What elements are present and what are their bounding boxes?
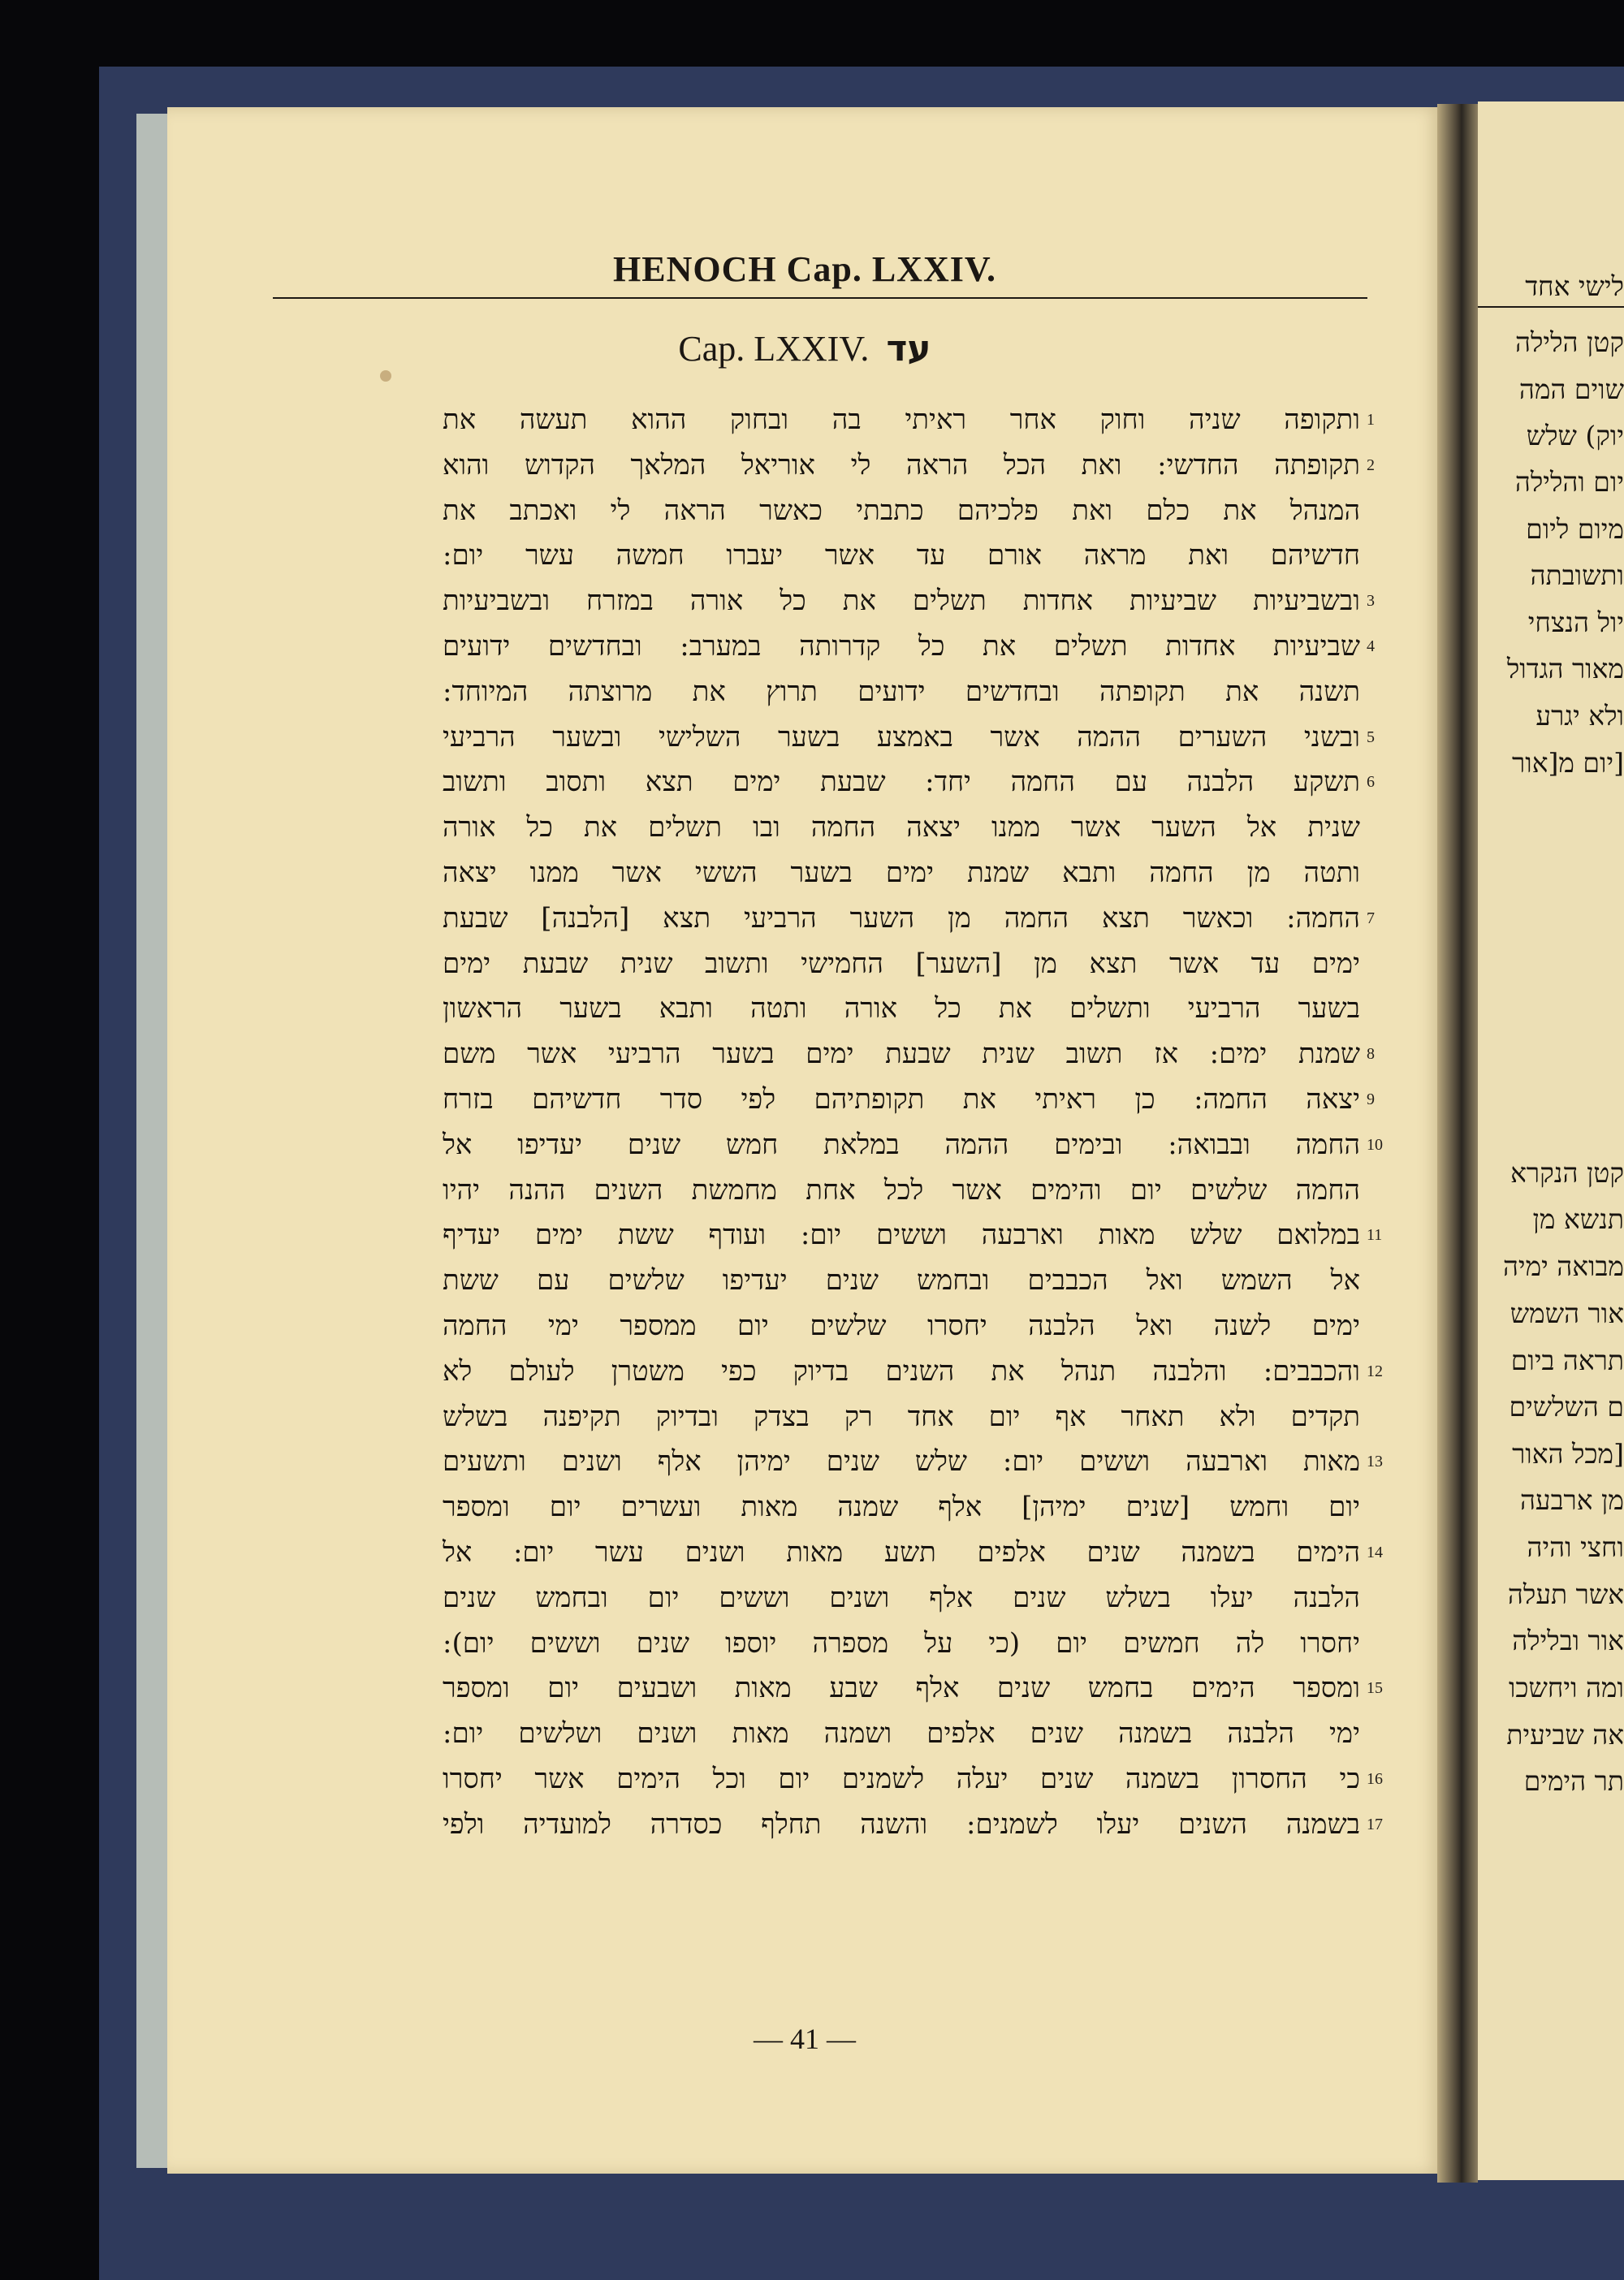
text-line bbox=[443, 1803, 1383, 1848]
text-line bbox=[443, 624, 1375, 670]
next-page-line: תנשא מן bbox=[1532, 1203, 1624, 1235]
verse-number: 8 bbox=[1367, 1045, 1375, 1064]
line-text: ותטה מן החמה ותבא שמנת ימים בשער הששי אשר ממנו יצאה bbox=[443, 856, 1360, 889]
verse-number: 4 bbox=[1367, 637, 1375, 655]
text-line bbox=[443, 1123, 1383, 1168]
next-page-line: ם השלשים bbox=[1509, 1391, 1624, 1423]
line-text: ובשני השערים ההמה אשר באמצע בשער השלישי ובשער הרביעי bbox=[443, 720, 1360, 754]
body-text bbox=[443, 398, 1383, 1848]
text-line bbox=[443, 1666, 1383, 1712]
text-line bbox=[443, 896, 1375, 942]
book-page-right bbox=[1478, 101, 1624, 2180]
line-text: המנהל את כלם ואת פלכיהם כתבתי כאשר הראה לי ואכתב את bbox=[443, 494, 1360, 527]
line-text: חדשיהם ואת מראה אורם עד אשר יעברו חמשה עשר יום: bbox=[443, 539, 1360, 572]
text-line bbox=[443, 1032, 1375, 1077]
verse-number: 5 bbox=[1367, 728, 1375, 746]
next-page-line: וחצי והיה bbox=[1527, 1531, 1624, 1563]
line-text: תשנה את תקופתה ובחדשים ידועים תרוץ את מרוצתה המיוחד: bbox=[443, 675, 1360, 708]
text-line bbox=[443, 1304, 1360, 1349]
text-line bbox=[443, 942, 1360, 987]
line-text: מאות וארבעה וששים יום: שלש שנים ימיהן אלף ושנים ותשעים bbox=[443, 1445, 1360, 1479]
next-page-line: קטן הנקרא bbox=[1510, 1157, 1624, 1189]
text-line bbox=[443, 533, 1360, 579]
line-text: החמה ובבואה: ובימים ההמה במלאת חמש שנים יעדיפו אל bbox=[443, 1128, 1360, 1161]
line-text: ימים עד אשר תצא מן [השער] החמישי ותשוב שנית שבעת ימים bbox=[443, 947, 1360, 980]
line-text: בשמנה השנים יעלו לשמנים: והשנה תחלף כסדרה למועדיה ולפי bbox=[443, 1807, 1360, 1841]
text-line bbox=[443, 851, 1360, 896]
line-text: ימי הלבנה בשמנה שנים אלפים ושמנה מאות ושנים ושלשים יום: bbox=[443, 1717, 1360, 1751]
next-page-line: אור השמש bbox=[1510, 1298, 1624, 1329]
verse-number: 7 bbox=[1367, 909, 1375, 927]
text-line bbox=[443, 1576, 1360, 1621]
line-text: הימים בשמנה שנים אלפים תשע מאות ושנים עשר יום: אל bbox=[443, 1535, 1360, 1569]
chapter-title bbox=[167, 328, 1442, 369]
cover-edge bbox=[136, 114, 169, 2168]
line-text: ובשביעיות שביעיות אחדות תשלים את כל אורה במזרח ובשביעיות bbox=[443, 585, 1360, 618]
line-text: שנית אל השער אשר ממנו יצאה החמה ובו תשלים את כל אורה bbox=[443, 811, 1360, 844]
line-text: כי החסרון בשמנה שנים יעלה לשמנים יום וכל הימים אשר יחסרו bbox=[443, 1762, 1360, 1795]
next-page-line: יוק) שלש bbox=[1526, 420, 1624, 451]
next-page-line: [יום מ[אור bbox=[1512, 747, 1624, 779]
line-text: ותקופה שניה וחוק אחר ראיתי בה ובחוק ההוא תעשה את bbox=[443, 404, 1360, 436]
line-text: תקופתה החדשי: ואת הכל הראה לי אוריאל המלאך הקדוש והוא bbox=[443, 448, 1360, 481]
text-line bbox=[443, 1712, 1360, 1757]
line-text: החמה שלשים יום והימים אשר לכל אחת מחמשת השנים ההנה יהיו bbox=[443, 1173, 1360, 1207]
next-page-line: קטן הלילה bbox=[1515, 326, 1624, 358]
line-text: יחסרו לה חמשים יום (כי על מספרה יוספו שנים וששים יום): bbox=[443, 1626, 1360, 1660]
line-text: שביעיות אחדות תשלים את כל קדרותה במערב: ובחדשים ידועים bbox=[443, 629, 1360, 663]
text-line bbox=[443, 398, 1375, 443]
next-page-line: תר הימים bbox=[1523, 1765, 1624, 1797]
paper-stain bbox=[380, 370, 391, 382]
header-rule bbox=[273, 297, 1367, 299]
text-line bbox=[443, 1213, 1383, 1259]
verse-number: 3 bbox=[1367, 592, 1375, 611]
verse-number: 14 bbox=[1367, 1543, 1383, 1561]
next-page-line: מבואה ימיה bbox=[1502, 1250, 1624, 1282]
text-line bbox=[443, 1621, 1360, 1667]
text-line bbox=[443, 1349, 1383, 1395]
page-number: — 41 — bbox=[754, 2023, 856, 2055]
text-line bbox=[443, 760, 1375, 805]
text-line bbox=[443, 670, 1360, 715]
chapter-title-latin: Cap. LXXIV. bbox=[678, 329, 870, 369]
next-page-line: [מכל האור bbox=[1512, 1438, 1624, 1470]
next-page-line: יול הנצחי bbox=[1527, 607, 1624, 638]
line-text: תקדים ולא תאחר אף יום אחד רק בצדק ובדיוק תקיפנה בשלש bbox=[443, 1400, 1360, 1433]
line-text: הלבנה יעלו בשלש שנים אלף ושנים וששים יום ובחמש שנים bbox=[443, 1581, 1360, 1614]
verse-number: 10 bbox=[1367, 1135, 1383, 1154]
line-text: יום וחמש [שנים ימיהן] אלף שמנה מאות ועשרים יום ומספר bbox=[443, 1491, 1360, 1524]
line-text: והכבבים: והלבנה תנהל את השנים בדיוק כפי משטרן לעולם לא bbox=[443, 1354, 1360, 1388]
text-line bbox=[443, 1440, 1383, 1485]
text-line bbox=[443, 1485, 1360, 1531]
verse-number: 11 bbox=[1367, 1226, 1383, 1245]
line-text: תשקע הלבנה עם החמה יחד: שבעת ימים תצא ותסוב ותשוב bbox=[443, 766, 1361, 799]
text-line bbox=[443, 443, 1375, 489]
verse-number: 9 bbox=[1367, 1090, 1375, 1108]
next-page-line: יום והלילה bbox=[1514, 466, 1624, 498]
line-text: אל השמש ואל הכבבים ובחמש שנים יעדיפו שלשים עם ששת bbox=[443, 1264, 1360, 1298]
next-page-line: תראה ביום bbox=[1510, 1345, 1624, 1376]
verse-number: 15 bbox=[1367, 1679, 1383, 1698]
book-gutter bbox=[1437, 104, 1478, 2183]
next-page-line: אור ובלילה bbox=[1512, 1625, 1624, 1656]
next-page-line: שוים המה bbox=[1518, 374, 1624, 405]
line-text: יצאה החמה: כן ראיתי את תקופתיהם לפי סדר חדשיהם בזרח bbox=[443, 1082, 1360, 1116]
line-text: בשער הרביעי ותשלים את כל אורה ותטה ותבא בשער הראשון bbox=[443, 992, 1360, 1026]
next-page-line: ותשובתה bbox=[1530, 559, 1624, 591]
text-line bbox=[443, 987, 1360, 1032]
text-line bbox=[443, 1757, 1383, 1803]
line-text: ומספר הימים בחמש שנים אלף שבע מאות ושבעים יום ומספר bbox=[443, 1672, 1360, 1705]
line-text: שמנת ימים: אז תשוב שנית שבעת ימים בשער הרביעי אשר משם bbox=[443, 1038, 1360, 1071]
verse-number: 16 bbox=[1367, 1769, 1383, 1788]
line-text: החמה: וכאשר תצא החמה מן השער הרביעי תצא [הלבנה] שבעת bbox=[443, 901, 1360, 935]
text-line bbox=[443, 1168, 1360, 1214]
running-head: HENOCH Cap. LXXIV. bbox=[613, 249, 996, 289]
text-line bbox=[443, 1077, 1375, 1123]
next-page-line: אשר תעלה bbox=[1507, 1578, 1624, 1610]
next-page-line: מן ארבעה bbox=[1519, 1484, 1624, 1516]
text-line bbox=[443, 805, 1360, 851]
line-text: במלואם שלש מאות וארבעה וששים יום: ועודף ששת ימים יעדיף bbox=[443, 1219, 1360, 1252]
text-line bbox=[443, 1395, 1360, 1440]
text-line bbox=[443, 715, 1375, 761]
verse-number: 17 bbox=[1367, 1815, 1383, 1833]
verse-number: 2 bbox=[1367, 456, 1375, 474]
next-page-line: ומה ויחשכו bbox=[1508, 1672, 1624, 1704]
next-page-line: אה שביעית bbox=[1506, 1719, 1624, 1751]
next-page-line: מאור הגדול bbox=[1506, 653, 1624, 684]
next-page-line: ולא יגרע bbox=[1535, 700, 1624, 732]
verse-number: 6 bbox=[1367, 773, 1375, 792]
next-page-line: לישי אחד bbox=[1525, 270, 1624, 302]
chapter-title-hebrew: עד bbox=[886, 328, 931, 369]
next-page-line: מיום ליום bbox=[1526, 513, 1624, 545]
verse-number: 1 bbox=[1367, 411, 1375, 429]
text-line bbox=[443, 579, 1375, 624]
text-line bbox=[443, 1531, 1383, 1576]
text-line bbox=[443, 1259, 1360, 1304]
line-text: ימים לשנה ואל הלבנה יחסרו שלשים יום ממספר ימי החמה bbox=[443, 1309, 1360, 1342]
text-line bbox=[443, 489, 1360, 534]
verse-number: 12 bbox=[1367, 1362, 1383, 1380]
verse-number: 13 bbox=[1367, 1453, 1383, 1471]
